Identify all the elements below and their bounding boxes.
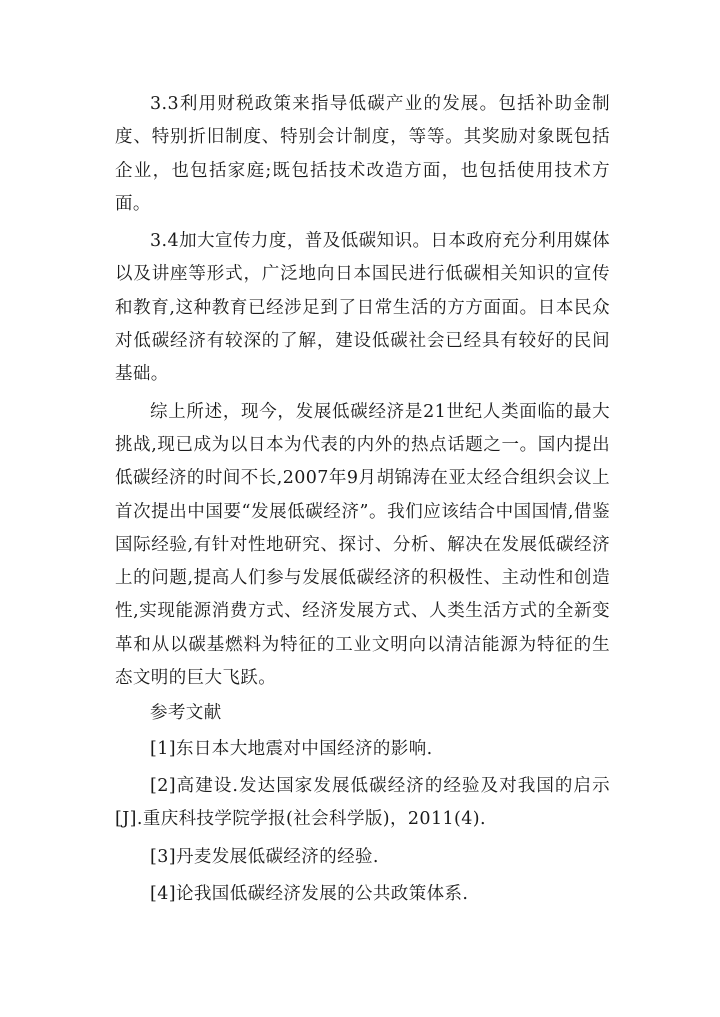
paragraph-conclusion: 综上所述，现今，发展低碳经济是21世纪人类面临的最大挑战,现已成为以日本为代表的内外的热点话题之一。国内提出低碳经济的时间不长,2007年9月胡锦涛在亚太经合组织会议上首次提出中国要“发展低碳经济”。我们应该结合中国国情,借鉴国际经验,有针对性地研究、探讨、分析、解决在发展低碳经济上的问题,提高人们参与发展低碳经济的积极性、主动性和创造性,实现能源消费方式、经济发展方式、人类生活方式的全新变革和从以碳基燃料为特征的工业文明向以清洁能源为特征的生态文明的巨大飞跃。 — [115, 401, 610, 689]
reference-item: [3]丹麦发展低碳经济的经验. — [150, 846, 379, 867]
reference-item: [2]高建设.发达国家发展低碳经济的经验及对我国的启示[J].重庆科技学院学报(社会科学版)，2011(4). — [115, 775, 610, 830]
reference-item: [4]论我国低碳经济发展的公共政策体系. — [150, 883, 469, 904]
references-heading: 参考文献 — [150, 703, 222, 724]
document-page — [115, 88, 610, 911]
reference-item: [1]东日本大地震对中国经济的影响. — [150, 738, 433, 759]
references-list — [115, 733, 610, 911]
paragraph-3-3: 3.3利用财税政策来指导低碳产业的发展。包括补助金制度、特别折旧制度、特别会计制度，等等。其奖励对象既包括企业，也包括家庭;既包括技术改造方面，也包括使用技术方面。 — [115, 94, 610, 214]
paragraph-3-4: 3.4加大宣传力度，普及低碳知识。日本政府充分利用媒体以及讲座等形式，广泛地向日本国民进行低碳相关知识的宣传和教育,这种教育已经涉足到了日常生活的方方面面。日本民众对低碳经济有较深的了解，建设低碳社会已经具有较好的民间基础。 — [115, 231, 610, 385]
